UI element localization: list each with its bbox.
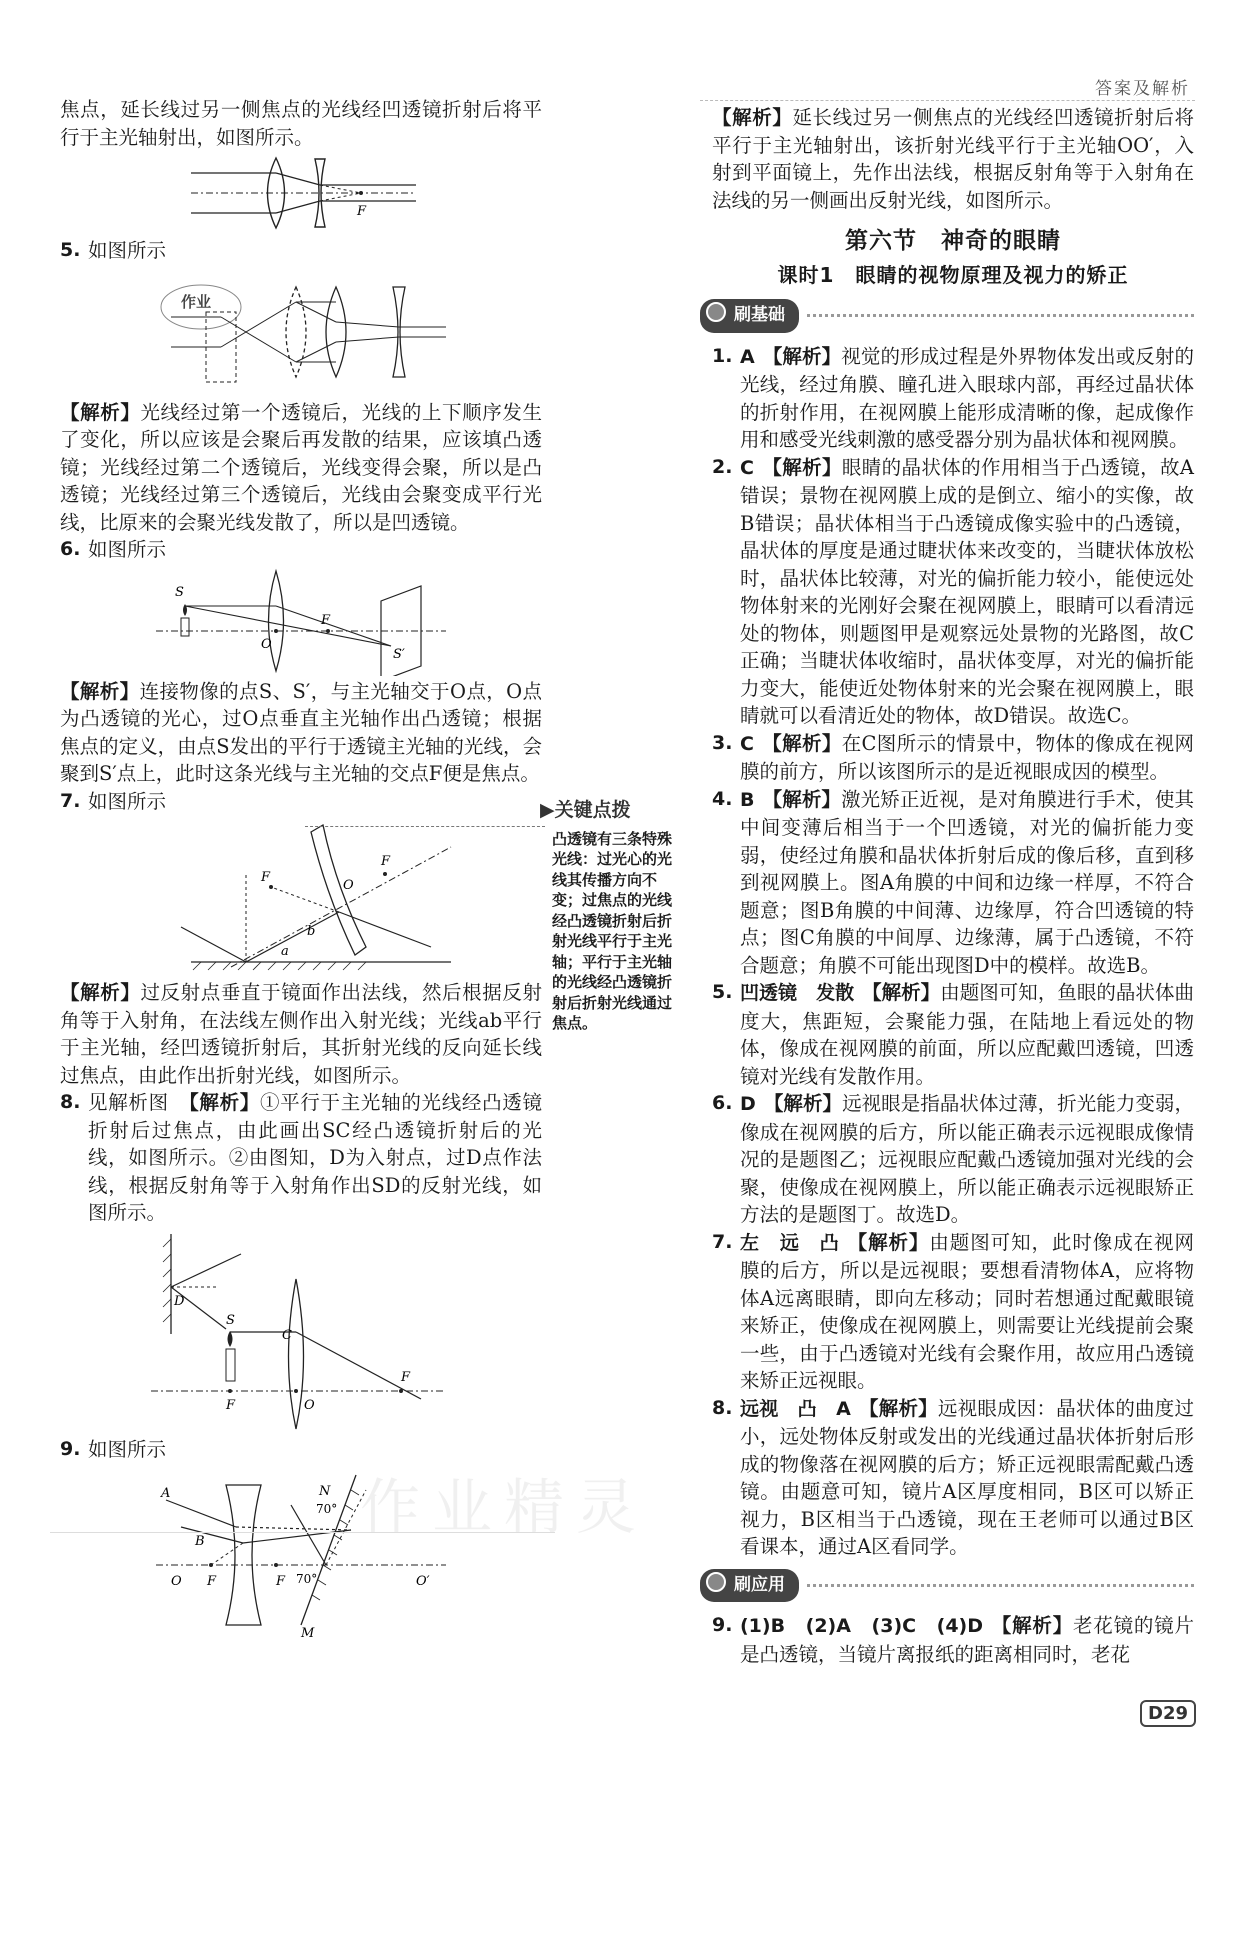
key-point-divider: [305, 826, 545, 827]
q9-label-n: N: [319, 1484, 331, 1499]
q6-text: 如图所示: [88, 538, 167, 561]
answer-choice: (1)B (2)A (3)C (4)D: [740, 1615, 984, 1637]
answer-body: [740, 786, 1194, 980]
left-column: [60, 96, 542, 1642]
key-point-title: ▶关键点拨: [540, 799, 631, 821]
answer-body: [740, 343, 1194, 454]
right-column: [712, 104, 1194, 1668]
analysis-text: 远视眼成因：晶状体的曲度过小，远处物体反射或发出的光线通过晶状体折射后形成的物像落在视网膜的后方；矫正远视眼需配戴凸透镜。由题意可知，镜片A区厚度相同，B区可以矫正视力，B区相当于凸透镜，现在王老师可以通过B区看课本，通过A区看同学。: [740, 1396, 1194, 1558]
banner-apply-label: 刷应用: [734, 1574, 785, 1595]
answer-item: [712, 343, 1194, 454]
key-point-sidebar: [540, 799, 684, 1034]
q6-label-o: O: [261, 636, 272, 652]
q9-text: 如图所示: [88, 1437, 167, 1461]
top-analysis-text: 延长线过另一侧焦点的光线经凹透镜折射后将平行于主光轴射出，该折射光线平行于主光轴OO′，入射到平面镜上，先作出法线，根据反射角等于入射角在法线的另一侧画出反射光线，如图所示。: [712, 106, 1194, 212]
q8-label-s: S: [226, 1312, 235, 1328]
analysis-text: 激光矫正近视，是对角膜进行手术，使其中间变薄后相当于一个凹透镜，对光的偏折能力变弱，使经过角膜和晶状体折射后成的像后移，直到移到视网膜上。图A角膜的中间和边缘一样厚，不符合题意；图B角膜的中间薄、边缘厚，符合凹透镜的特点；图C角膜的中间厚、边缘薄，属于凸透镜，不符合题意；角膜不可能出现图D中的模样。故选B。: [740, 787, 1194, 977]
intro-text: 焦点，延长线过另一侧焦点的光线经凹透镜折射后将平行于主光轴射出，如图所示。: [60, 98, 542, 149]
answer-item: [712, 730, 1194, 786]
figure-q6-convex-lens: [151, 566, 451, 676]
analysis-tag: 【解析】: [762, 787, 842, 811]
answer-number: 2.: [712, 455, 733, 478]
q5-number: 5.: [60, 239, 81, 261]
answer-body: [740, 730, 1194, 786]
q8-analysis-text: ①平行于主光轴的光线经凸透镜折射后过焦点，由此画出SC经凸透镜折射后的光线，如图所示。②由图知，D为入射点，过D点作法线，根据反射角等于入射角作出SD的反射光线，如图所示。: [88, 1091, 542, 1224]
answer-number: 5.: [712, 981, 733, 1003]
q8-text: 见解析图: [88, 1091, 169, 1114]
analysis-tag: 【解析】: [763, 1092, 843, 1115]
answer-choice: A: [740, 345, 755, 368]
answer-choice: D: [740, 1093, 756, 1115]
answer-body: [740, 454, 1194, 730]
answer-number: 3.: [712, 731, 733, 754]
q7-label-b: b: [307, 924, 316, 939]
q6-label-s: S: [175, 584, 184, 600]
q9-number: 9.: [60, 1437, 81, 1460]
q9-label-o: O: [171, 1574, 182, 1589]
analysis-tag: 【解析】: [762, 344, 842, 368]
q7-label-a: a: [281, 944, 289, 959]
bottom-rule: [50, 1532, 555, 1533]
q6-analysis-text: 连接物像的点S、S′，与主光轴交于O点，O点为凸透镜的光心，过O点垂直主光轴作出凸透镜；根据焦点的定义，由点S发出的平行于透镜主光轴的光线，会聚到S′点上，此时这条光线与主光轴的交点F便是焦点。: [60, 679, 542, 785]
answer-body: [740, 1229, 1194, 1395]
q8-analysis-tag: 【解析】: [188, 1091, 260, 1114]
top-analysis-tag: 【解析】: [712, 106, 793, 129]
q5-analysis: [60, 399, 542, 537]
figure-q9-concave-lens-mirror: [151, 1465, 451, 1640]
answer-item: [712, 1395, 1194, 1561]
page-number: D29: [1140, 1700, 1196, 1727]
answer-choice: 远视 凸 A: [740, 1397, 851, 1420]
q7-label-f2: F: [381, 854, 391, 869]
banner-basic-label: 刷基础: [734, 305, 785, 325]
analysis-text: 眼睛的晶状体的作用相当于凸透镜，故A错误；景物在视网膜上成的是倒立、缩小的实像，故B错误；晶状体相当于凸透镜成像实验中的凸透镜，晶状体的厚度是通过睫状体来改变的，当睫状体放松时，晶状体比较薄，对光的偏折能力较小，能使远处物体射来的光刚好会聚在视网膜上，眼睛可以看清远处的物体，则题图甲是观察远处景物的光路图，故C正确；当睫状体收缩时，晶状体变厚，对光的偏折能力变大，能使近处物体射来的光会聚在视网膜上，眼睛就可以看清近处的物体，故D错误。故选C。: [740, 455, 1194, 727]
question-6: [60, 536, 542, 564]
q5-analysis-tag: 【解析】: [60, 400, 141, 424]
analysis-tag: 【解析】: [858, 1396, 938, 1420]
question-8: [60, 1089, 542, 1227]
brush-icon: [706, 1572, 726, 1592]
answer-list-basic: [712, 343, 1194, 1561]
q7-analysis-tag: 【解析】: [60, 981, 141, 1004]
banner-basic-dots: [807, 314, 1194, 317]
banner-apply-badge: [700, 1569, 799, 1603]
lesson-title: 课时1 眼睛的视物原理及视力的矫正: [777, 262, 1129, 287]
q7-text: 如图所示: [88, 789, 167, 813]
banner-apply-dots: [807, 1584, 1194, 1587]
header-title: 答案及解析: [1095, 79, 1190, 99]
answer-number: 6.: [712, 1092, 733, 1114]
q7-analysis: [60, 979, 542, 1089]
q8-label-f2: F: [401, 1369, 411, 1385]
q6-analysis-tag: 【解析】: [60, 679, 140, 703]
answer-choice: C: [740, 456, 754, 479]
figure-q8-mirror-lens: [146, 1229, 456, 1434]
q9-label-f1: F: [207, 1574, 217, 1589]
answer-body: [740, 1090, 1194, 1229]
answer-body: [740, 1612, 1194, 1668]
figure-q7-concave-mirror: [131, 817, 471, 977]
analysis-tag: 【解析】: [862, 981, 941, 1004]
analysis-tag: 【解析】: [991, 1614, 1073, 1637]
q6-label-f: F: [321, 612, 331, 628]
answer-number: 7.: [712, 1230, 733, 1253]
answer-item: [712, 1612, 1194, 1668]
answer-item: [712, 454, 1194, 730]
q9-label-ang2: 70°: [296, 1572, 318, 1586]
question-9: [60, 1436, 542, 1464]
q8-label-c: C: [282, 1327, 292, 1343]
q8-label-o: O: [304, 1397, 315, 1413]
brush-icon: [706, 302, 726, 322]
q9-label-m: M: [301, 1626, 315, 1640]
analysis-text: 由题图可知，此时像成在视网膜的后方，所以是远视眼；要想看清物体A，应将物体A远离眼睛，即向左移动；同时若想通过配戴眼镜来矫正，使像成在视网膜上，则需要让光线提前会聚一些，由于凸透镜对光线有会聚作用，故应用凸透镜来矫正远视眼。: [740, 1230, 1194, 1392]
q7-analysis-text: 过反射点垂直于镜面作出法线，然后根据反射角等于入射角，在法线左侧作出入射光线；光线ab平行于主光轴，经凹透镜折射后，其折射光线的反向延长线过焦点，由此作出折射光线，如图所示。: [60, 981, 542, 1087]
answer-number: 8.: [712, 1396, 733, 1419]
analysis-tag: 【解析】: [847, 1230, 930, 1254]
q8-label-f1: F: [226, 1397, 236, 1413]
analysis-text: 老花镜的镜片是凸透镜，当镜片离报纸的距离相同时，老花: [740, 1614, 1194, 1666]
header-divider: [700, 100, 1195, 101]
answer-choice: 左 远 凸: [740, 1231, 840, 1254]
fig-intro-label-f: F: [357, 204, 367, 219]
q7-label-f1: F: [261, 870, 271, 885]
answer-body: [740, 1395, 1194, 1561]
q9-label-f2: F: [276, 1574, 286, 1589]
q9-label-ang1: 70°: [316, 1502, 338, 1516]
analysis-tag: 【解析】: [761, 455, 842, 479]
figure-q5-three-lenses: [151, 267, 451, 397]
q7-label-o: O: [343, 878, 354, 893]
analysis-text: 视觉的形成过程是外界物体发出或反射的光线，经过角膜、瞳孔进入眼球内部，再经过晶状体的折射作用，在视网膜上能形成清晰的像，起成像作用和感受光线刺激的感受器分别为晶状体和视网膜。: [740, 344, 1194, 451]
question-7: [60, 788, 542, 816]
q6-analysis: [60, 678, 542, 788]
answer-list-apply: [712, 1612, 1194, 1668]
banner-apply: [700, 1569, 1194, 1603]
banner-basic-badge: [700, 299, 799, 333]
answer-item: [712, 1090, 1194, 1229]
answer-body: [740, 979, 1194, 1090]
analysis-tag: 【解析】: [761, 731, 842, 755]
key-point-text: 凸透镜有三条特殊光线：过光心的光线其传播方向不变；过焦点的光线经凸透镜折射后折射光线平行于主光轴；平行于主光轴的光线经凸透镜折射后折射光线通过焦点。: [552, 829, 673, 1032]
q8-label-d: D: [174, 1293, 185, 1309]
answer-number: 1.: [712, 344, 733, 367]
answer-choice: 凹透镜 发散: [740, 982, 855, 1004]
q7-number: 7.: [60, 789, 81, 812]
answer-item: [712, 979, 1194, 1090]
q5-stamp: 作业: [181, 292, 212, 311]
answer-item: [712, 1229, 1194, 1395]
q5-analysis-text: 光线经过第一个透镜后，光线的上下顺序发生了变化，所以应该是会聚后再发散的结果，应该填凸透镜；光线经过第二个透镜后，光线变得会聚，所以是凸透镜；光线经过第三个透镜后，光线由会聚变成平行光线，比原来的会聚光线发散了，所以是凹透镜。: [60, 400, 542, 534]
analysis-text: 由题图可知，鱼眼的晶状体曲度大，焦距短，会聚能力强，在陆地上看远处的物体，像成在视网膜的前面，所以应配戴凹透镜，凹透镜对光线有发散作用。: [740, 981, 1194, 1088]
q8-number: 8.: [60, 1091, 81, 1113]
question-5: [60, 237, 542, 265]
section-title: 第六节 神奇的眼睛: [845, 228, 1061, 254]
answer-number: 4.: [712, 787, 733, 810]
answer-number: 9.: [712, 1614, 733, 1636]
answer-item: [712, 786, 1194, 980]
key-point-title-text: 关键点拨: [554, 799, 631, 821]
figure-intro-lenses: [181, 153, 421, 235]
analysis-text: 远视眼是指晶状体过薄，折光能力变弱，像成在视网膜的后方，所以能正确表示远视眼成像情况的是题图乙；远视眼应配戴凸透镜加强对光线的会聚，使像成在视网膜上，所以能正确表示远视眼矫正方法的是题图丁。故选D。: [740, 1092, 1194, 1226]
q9-label-a: A: [161, 1486, 171, 1501]
top-analysis: [712, 104, 1194, 214]
q6-label-s2: S′: [393, 646, 405, 662]
q9-label-b: B: [195, 1534, 205, 1549]
q9-label-o2: O′: [416, 1574, 430, 1589]
q8-body: [88, 1089, 542, 1227]
watermark: 作业精灵: [360, 1473, 648, 1543]
answer-choice: C: [740, 732, 754, 755]
q5-text: 如图所示: [88, 239, 167, 262]
banner-basic: [700, 299, 1194, 333]
answer-choice: B: [740, 788, 755, 811]
analysis-text: 在C图所示的情景中，物体的像成在视网膜的前方，所以该图所示的是近视眼成因的模型。: [740, 731, 1194, 783]
q6-number: 6.: [60, 538, 81, 560]
